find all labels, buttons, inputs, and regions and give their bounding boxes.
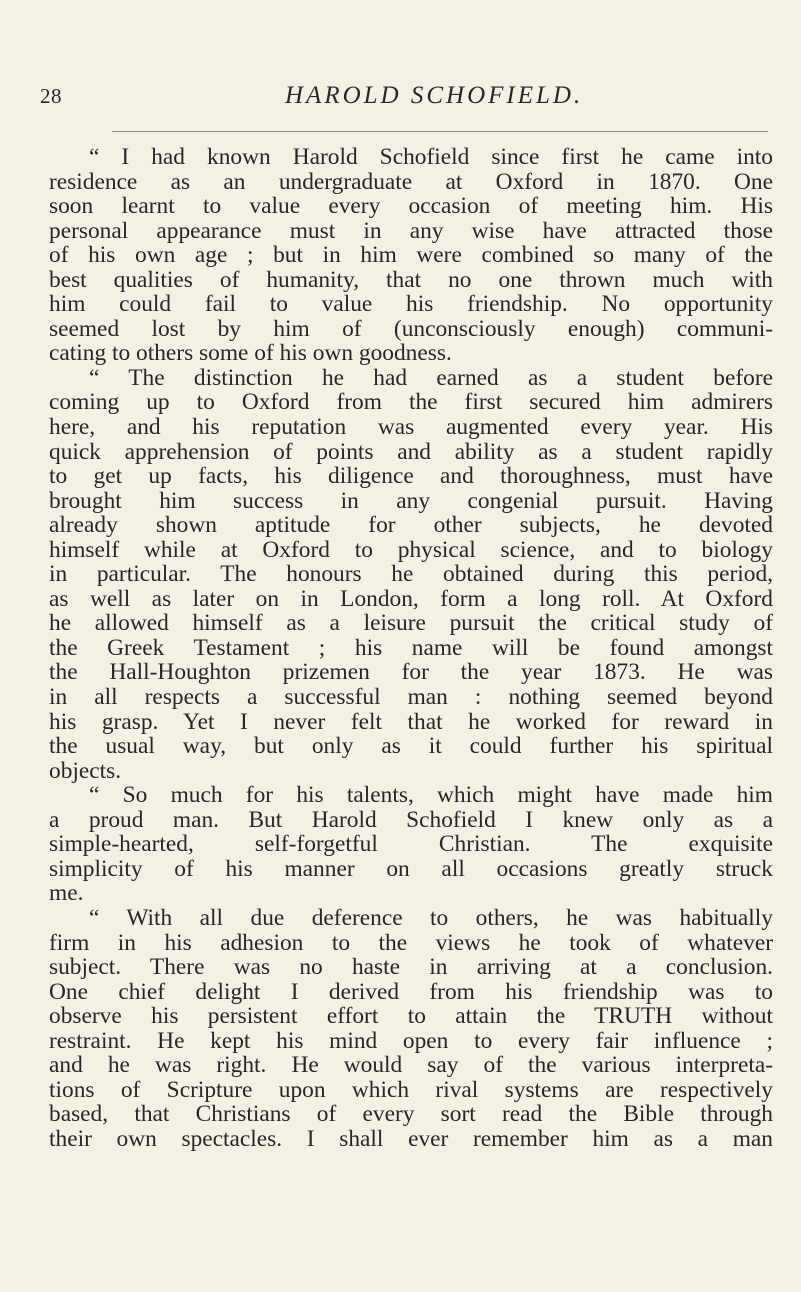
text-line: and he was right. He would say of the various interpreta- [49,1052,773,1079]
text-line: already shown aptitude for other subjects, he devoted [49,512,773,539]
text-line: cating to others some of his own goodness. [49,340,452,367]
text-line: “ With all due deference to others, he was habitually [89,904,773,931]
text-line: the usual way, but only as it could further his spiritual [49,733,773,760]
text-line: me. [49,880,84,907]
text-line: his grasp. Yet I never felt that he worked for reward in [49,708,773,735]
text-line: residence as an undergraduate at Oxford in 1870. One [49,168,773,195]
text-line: based, that Christians of every sort read the Bible through [49,1101,773,1128]
text-line: in all respects a successful man : nothing seemed beyond [49,684,773,711]
text-line: him could fail to value his friendship. No opportunity [49,291,773,318]
text-line: “ The distinction he had earned as a student before [89,364,773,391]
text-line: soon learnt to value every occasion of meeting him. His [49,193,773,220]
text-line: tions of Scripture upon which rival systems are respectively [49,1076,773,1103]
page-number: 28 [40,84,62,108]
text-line: brought him success in any congenial pursuit. Having [49,487,773,514]
text-line: to get up facts, his diligence and thoroughness, must have [49,463,773,490]
text-line: in particular. The honours he obtained during this period, [49,561,773,588]
text-line: quick apprehension of points and ability as a student rapidly [49,438,773,465]
text-line: best qualities of humanity, that no one thrown much with [49,266,773,293]
text-line: a proud man. But Harold Schofield I knew only as a [49,806,773,833]
text-line: restraint. He kept his mind open to every fair influence ; [49,1027,773,1054]
text-line: objects. [49,757,122,784]
text-line: observe his persistent effort to attain the TRUTH without [49,1003,773,1030]
text-line: himself while at Oxford to physical science, and to biology [49,536,773,563]
text-line: the Hall-Houghton prizemen for the year 1873. He was [49,659,773,686]
text-line: of his own age ; but in him were combined so many of the [49,242,773,269]
text-line: the Greek Testament ; his name will be found amongst [49,634,773,661]
running-title: HAROLD SCHOFIELD. [285,82,584,109]
text-line: as well as later on in London, form a long roll. At Oxford [49,585,773,612]
text-line: seemed lost by him of (unconsciously enough) communi- [49,315,773,342]
text-line: personal appearance must in any wise have attracted those [49,217,773,244]
text-line: he allowed himself as a leisure pursuit the critical study of [49,610,773,637]
text-line: One chief delight I derived from his friendship was to [49,978,773,1005]
text-line: “ I had known Harold Schofield since first he came into [89,144,773,170]
text-line: coming up to Oxford from the first secured him admirers [49,389,773,416]
text-line: here, and his reputation was augmented every year. His [49,414,773,441]
text-line: simplicity of his manner on all occasions greatly struck [49,855,773,882]
body-text [49,145,773,1151]
text-line: “ So much for his talents, which might have made him [89,782,773,809]
page-header [0,76,801,116]
text-line: their own spectacles. I shall ever remember him as a man [49,1125,773,1152]
text-line: subject. There was no haste in arriving at a conclusion. [49,954,773,981]
text-line: simple-hearted, self-forgetful Christian. The exquisite [49,831,773,858]
text-line: firm in his adhesion to the views he took of whatever [49,929,773,956]
header-rule [112,131,768,132]
